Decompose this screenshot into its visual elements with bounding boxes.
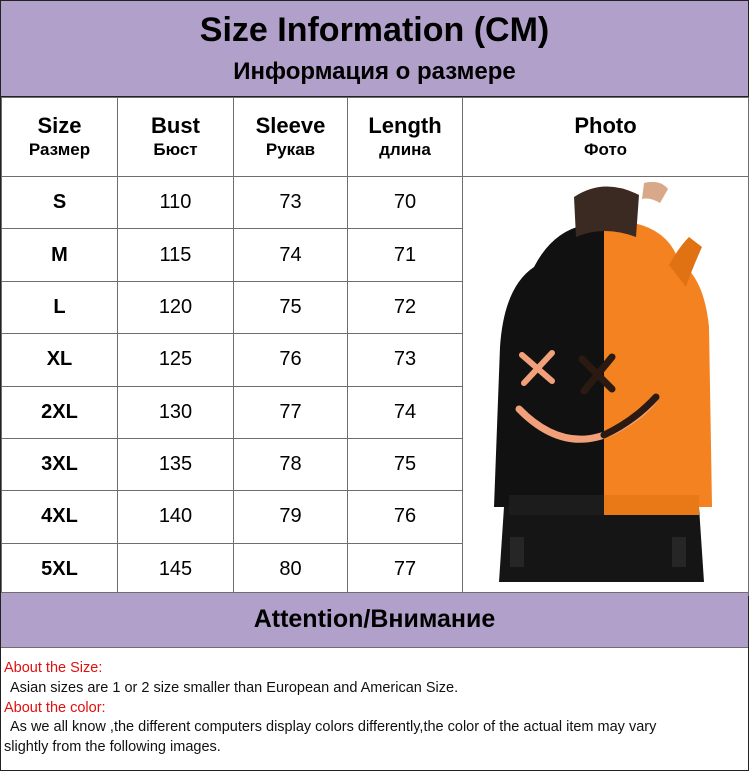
color-note-text: As we all know ,the different computers display colors differently,the color of the actual item may vary xyxy=(10,719,657,736)
column-header-length: Length длина xyxy=(348,98,463,177)
length-cell: 71 xyxy=(348,229,463,281)
sleeve-cell: 77 xyxy=(234,386,348,438)
length-cell: 74 xyxy=(348,386,463,438)
hoodie-photo xyxy=(464,177,748,589)
bust-cell: 135 xyxy=(118,438,234,490)
bust-cell: 115 xyxy=(118,229,234,281)
sleeve-cell: 80 xyxy=(234,543,348,595)
size-note-text: Asian sizes are 1 or 2 size smaller than European and American Size. xyxy=(10,679,459,696)
length-cell: 73 xyxy=(348,334,463,386)
bust-cell: 110 xyxy=(118,177,234,229)
column-header-sleeve: Sleeve Рукав xyxy=(234,98,348,177)
column-header-size: Size Размер xyxy=(2,98,118,177)
color-note-heading: About the color: xyxy=(4,699,106,716)
length-cell: 75 xyxy=(348,438,463,490)
length-cell: 76 xyxy=(348,491,463,543)
length-cell: 72 xyxy=(348,281,463,333)
size-cell: L xyxy=(2,281,118,333)
sleeve-cell: 74 xyxy=(234,229,348,281)
color-note-text-continued: slightly from the following images. xyxy=(4,739,221,756)
bust-cell: 145 xyxy=(118,543,234,595)
sleeve-cell: 79 xyxy=(234,491,348,543)
size-cell: M xyxy=(2,229,118,281)
length-cell: 77 xyxy=(348,543,463,595)
sleeve-cell: 75 xyxy=(234,281,348,333)
page-subtitle: Информация о размере xyxy=(233,58,516,85)
bust-cell: 120 xyxy=(118,281,234,333)
bust-cell: 125 xyxy=(118,334,234,386)
sleeve-cell: 78 xyxy=(234,438,348,490)
size-table xyxy=(1,97,749,596)
column-header-photo: Photo Фото xyxy=(463,98,749,177)
page-title: Size Information (CM) xyxy=(199,11,550,49)
table-header-row xyxy=(2,98,749,177)
bust-cell: 130 xyxy=(118,386,234,438)
size-note-heading: About the Size: xyxy=(4,660,103,676)
attention-heading: Attention/Внимание xyxy=(253,605,496,633)
table-row xyxy=(2,177,749,229)
size-cell: 3XL xyxy=(2,438,118,490)
size-cell: XL xyxy=(2,334,118,386)
column-header-bust: Bust Бюст xyxy=(118,98,234,177)
size-cell: S xyxy=(2,177,118,229)
size-cell: 5XL xyxy=(2,543,118,595)
sleeve-cell: 73 xyxy=(234,177,348,229)
length-cell: 70 xyxy=(348,177,463,229)
notes-section xyxy=(4,659,744,758)
size-cell: 4XL xyxy=(2,491,118,543)
bust-cell: 140 xyxy=(118,491,234,543)
photo-cell xyxy=(463,177,749,596)
size-cell: 2XL xyxy=(2,386,118,438)
sleeve-cell: 76 xyxy=(234,334,348,386)
title-band xyxy=(1,1,748,97)
attention-band xyxy=(1,592,748,648)
